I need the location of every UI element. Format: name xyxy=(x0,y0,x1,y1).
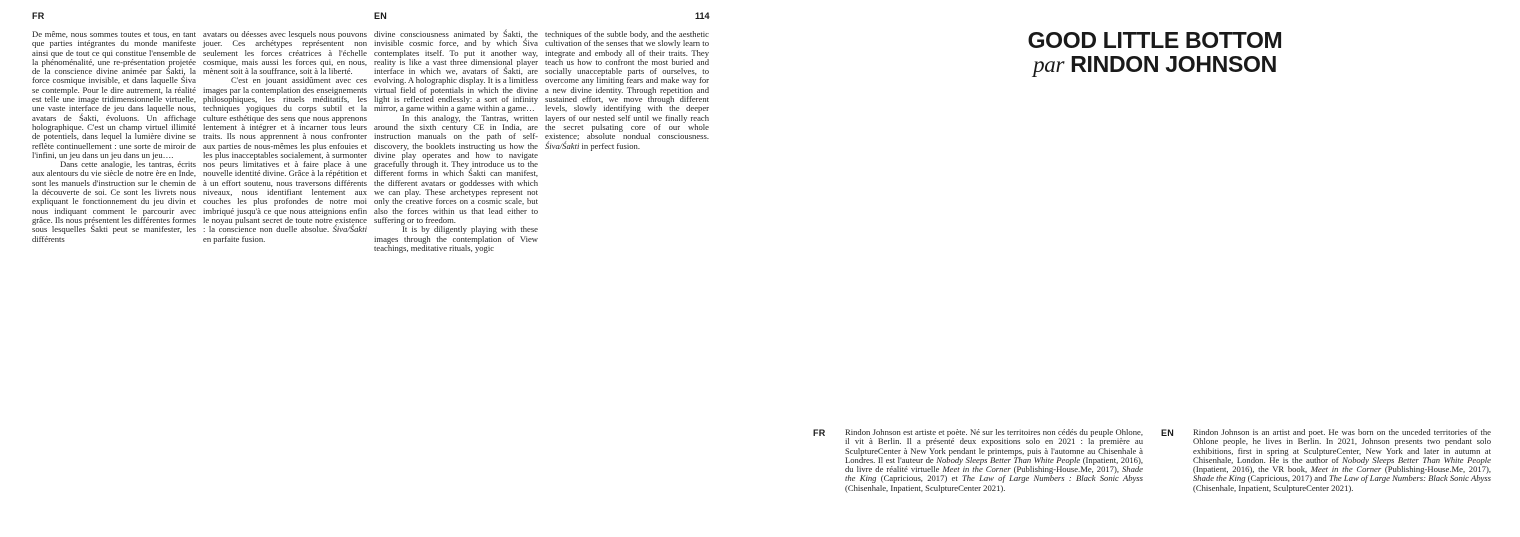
bio-en-text xyxy=(1193,428,1491,493)
en-col2-paragraph-1 xyxy=(545,30,709,151)
fr-col2-paragraph-1: avatars ou déesses avec lesquels nous pouvons jouer. Ces archétypes représentent non seulement les forces créatrices à l'échelle cosmique, mais aussi les forces qui, en nous, mènent soit à la souffrance, soit à la liberté. xyxy=(203,29,367,77)
fr-column-2 xyxy=(203,30,367,244)
bio-fr-i4: The Law of Large Numbers : Black Sonic Abyss xyxy=(961,473,1143,484)
fr-col2-paragraph-2 xyxy=(203,76,367,243)
en-col1-paragraph-2: In this analogy, the Tantras, written around the sixth century CE in India, are instruction manuals on the path of self-discovery, the booklets instructing us how the divine play operates and how to navigate gracefully through it. They introduce us to the different forms in which Śakti can manifest, the different avatars or goddesses with which we can play. These archetypes represent not only the creative forces on a cosmic scale, but also the forces within us that lead either to suffering or to freedom. xyxy=(374,112,538,225)
fr-col1-paragraph-2: Dans cette analogie, les tantras, écrits aux alentours du vie siècle de notre ère en Inde, sont les manuels d'instruction sur le chemin de la découverte de soi. Ce sont les livrets nous expliquant le fonctionnement du jeu divin et nous indiquant comment le parcourir avec grâce. Ils nous présentent les différentes formes sous lesquelles Śakti peut se manifester, les différents xyxy=(32,159,196,244)
byline xyxy=(990,52,1320,77)
title-block xyxy=(990,28,1320,77)
bio-fr-i3: Shade the King xyxy=(845,464,1143,484)
byline-par: par xyxy=(1033,52,1065,77)
bio-lang-label-fr: FR xyxy=(813,428,826,438)
bio-fr-t5: (Chisenhale, Inpatient, SculptureCenter 2021). xyxy=(845,482,1006,493)
bio-fr-i1: Nobody Sleeps Better Than White People xyxy=(936,454,1081,465)
fr-col2-siva-sakti: Śiva/Śakti xyxy=(332,224,367,235)
en-col2-siva-sakti: Śiva/Śakti xyxy=(545,140,580,151)
bio-en-t5: (Chisenhale, Inpatient, SculptureCenter 2021). xyxy=(1193,482,1354,493)
bio-en-i3: Shade the King xyxy=(1193,473,1246,484)
bio-fr-i2: Meet in the Corner xyxy=(942,464,1011,475)
bio-fr-t2: (Inpatient, 2016), du livre de réalité virtuelle xyxy=(845,454,1143,475)
page-number: 114 xyxy=(695,11,710,21)
byline-author: RINDON JOHNSON xyxy=(1070,51,1277,77)
en-col1-paragraph-3: It is by diligently playing with these images through the contemplation of View teachings, meditative rituals, yogic xyxy=(374,224,538,253)
fr-col1-paragraph-1: De même, nous sommes toutes et tous, en tant que parties intégrantes du monde manifeste ainsi que de tout ce qui constitue l'ensemble de la phénoménalité, une re-présentation projetée de la conscience divine animée par Śakti, la force cosmique invisible, et dans laquelle Śiva se contemple. Pour le dire autrement, la réalité est telle une image tridimensionnelle virtuelle, une vaste interface de jeu dans laquelle nous, avatars de Śakti, évoluons. Un affichage holographique. C'est un champ virtuel illimité de potentiels, dans lequel la lumière divine se reflète continuellement : une sorte de miroir de l'infini, un jeu dans un jeu dans un jeu…. xyxy=(32,29,196,160)
bio-fr xyxy=(845,428,1143,493)
en-column-2 xyxy=(545,30,709,151)
bio-en-t4: (Capricious, 2017) and xyxy=(1245,473,1329,484)
bio-fr-t4: (Capricious, 2017) et xyxy=(876,473,962,484)
lang-label-fr: FR xyxy=(32,11,45,21)
en-col2-paragraph-1-text: techniques of the subtle body, and the aesthetic cultivation of the senses that we slowly learn to integrate and embody all of their traits. They teach us how to confront the most buried and socially unacceptable parts of ourselves, to overcome any limiting fears and make way for a new divine identity. Through repetition and sustained effort, we move through different levels, slowly identifying with the deeper layers of our nested self until we finally reach the secret pulsating core of our whole existence; absolute nondual consciousness. xyxy=(545,29,709,142)
article-title: GOOD LITTLE BOTTOM xyxy=(1027,27,1283,53)
fr-col2-paragraph-2-text: C'est en jouant assidûment avec ces images par la contemplation des enseignements philosophiques, les rituels méditatifs, les techniques yogiques du corps subtil et la culture esthétique des sens que nous apprenons lentement à intégrer et à incarner tous leurs traits. Ils nous apprennent à nous confronter aux parties de nous-mêmes les plus enfouies et les plus inacceptables socialement, à surmonter nos peurs limitatives et à faire place à une nouvelle identité divine. Grâce à la répétition et à un effort soutenu, nous traversons différents niveaux, nous identifiant lentement aux couches les plus profondes de notre moi imbriqué jusqu'à ce que nous atteignions enfin le noyau pulsant secret de toute notre existence : la conscience non duelle absolue. xyxy=(203,75,367,235)
fr-col2-paragraph-2-tail: en parfaite fusion. xyxy=(203,233,266,244)
en-col1-paragraph-1: divine consciousness animated by Śakti, the invisible cosmic force, and by which Śiva contemplates itself. To put it another way, reality is like a vast three dimensional player interface in which we, avatars of Śakti, are evolving. A holographic display. It is a limitless virtual field of potentials in which the divine light is reflected endlessly: a sort of infinity mirror, a game within a game within a game… xyxy=(374,29,538,114)
bio-fr-t3: (Publishing-House.Me, 2017), xyxy=(1010,464,1122,475)
bio-en-i1: Nobody Sleeps Better Than White People xyxy=(1342,454,1491,465)
bio-lang-label-en: EN xyxy=(1161,428,1175,438)
fr-column-1 xyxy=(32,30,196,244)
en-col2-paragraph-1-tail: in perfect fusion. xyxy=(581,140,640,151)
bio-en-t1: Rindon Johnson is an artist and poet. He was born on the unceded territories of the Ohlone people, he lives in Berlin. In 2021, Johnson presents two pendant solo exhibitions, first in spring at SculptureCenter, New York and later in autumn at Chisenhale, London. He is the author of xyxy=(1193,427,1491,465)
bio-en-t2: (Inpatient, 2016), the VR book, xyxy=(1193,464,1311,475)
bio-en-t3: (Publishing-House.Me, 2017), xyxy=(1381,464,1491,475)
lang-label-en: EN xyxy=(374,11,388,21)
en-column-1 xyxy=(374,30,538,253)
bio-en-i2: Meet in the Corner xyxy=(1310,464,1382,475)
bio-en xyxy=(1193,428,1491,493)
bio-fr-text xyxy=(845,428,1143,493)
bio-en-i4: The Law of Large Numbers: Black Sonic Abyss xyxy=(1328,473,1491,484)
bio-fr-t1: Rindon Johnson est artiste et poète. Né sur les territoires non cédés du peuple Ohlone, il vit à Berlin. Il a présenté deux expositions solo en 2021 : la première au SculptureCenter à New York pendant le printemps, puis à l'automne au Chisenhale à Londres. Il est l'auteur de xyxy=(845,427,1143,465)
